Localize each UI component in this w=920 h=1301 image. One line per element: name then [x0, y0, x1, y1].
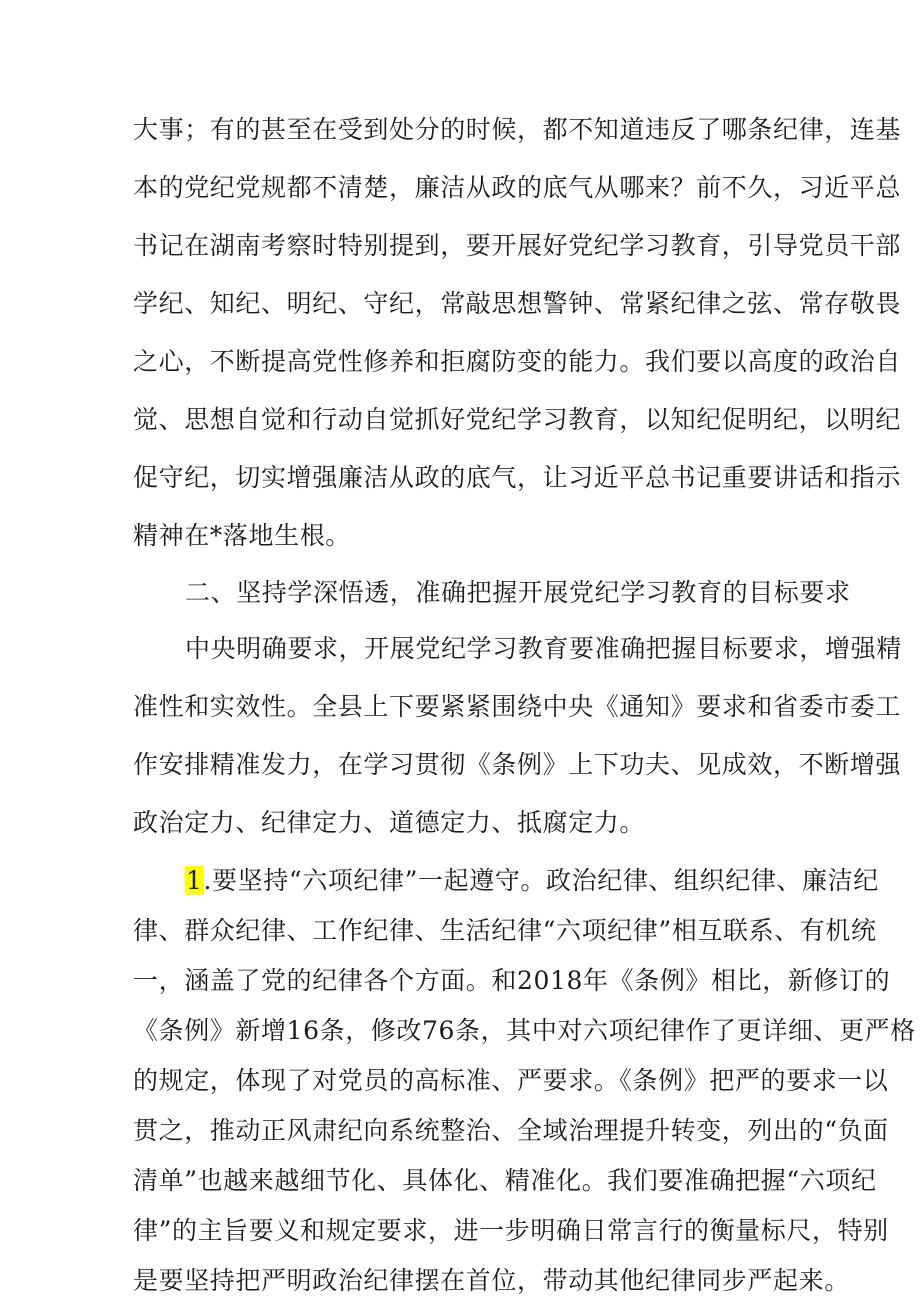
- text-line: 律、群众纪律、工作纪律、生活纪律“六项纪律”相互联系、有机统: [133, 916, 877, 945]
- text-line: 中央明确要求，开展党纪学习教育要准确把握目标要求，增强精: [185, 634, 902, 663]
- highlighted-item-number: 1: [186, 866, 203, 895]
- text-line: .要坚持“六项纪律”一起遵守。政治纪律、组织纪律、廉洁纪: [203, 866, 879, 895]
- text-line: 的规定，体现了对党员的高标准、严要求。《条例》把严的要求一以: [133, 1066, 889, 1095]
- text-line: 一，涵盖了党的纪律各个方面。和2018年《条例》相比，新修订的: [133, 966, 891, 995]
- text-line: 精神在*落地生根。: [133, 521, 351, 550]
- text-line: 清单”也越来越细节化、具体化、精准化。我们要准确把握“六项纪: [133, 1166, 877, 1195]
- text-line: 准性和实效性。全县上下要紧紧围绕中央《通知》要求和省委市委工: [133, 692, 902, 721]
- text-line: 作安排精准发力，在学习贯彻《条例》上下功夫、见成效，不断增强: [133, 750, 902, 779]
- section-heading: 二、坚持学深悟透，准确把握开展党纪学习教育的目标要求: [185, 578, 851, 607]
- text-line: 之心，不断提高党性修养和拒腐防变的能力。我们要以高度的政治自: [133, 347, 902, 376]
- text-line: 律”的主旨要义和规定要求，进一步明确日常言行的衡量标尺，特别: [133, 1216, 889, 1245]
- text-line: 本的党纪党规都不清楚，廉洁从政的底气从哪来？前不久，习近平总: [133, 173, 902, 202]
- text-line: 促守纪，切实增强廉洁从政的底气，让习近平总书记重要讲话和指示: [133, 463, 902, 492]
- text-line: 《条例》新增16条，修改76条，其中对六项纪律作了更详细、更严格: [133, 1016, 916, 1045]
- text-line: 书记在湖南考察时特别提到，要开展好党纪学习教育，引导党员干部: [133, 231, 902, 260]
- text-line: 觉、思想自觉和行动自觉抓好党纪学习教育，以知纪促明纪，以明纪: [133, 405, 902, 434]
- text-line: 大事；有的甚至在受到处分的时候，都不知道违反了哪条纪律，连基: [133, 115, 902, 144]
- text-line: 贯之，推动正风肃纪向系统整治、全域治理提升转变，列出的“负面: [133, 1116, 889, 1145]
- text-line: 学纪、知纪、明纪、守纪，常敲思想警钟、常紧纪律之弦、常存敬畏: [133, 289, 902, 318]
- text-line: 政治定力、纪律定力、道德定力、抵腐定力。: [133, 808, 646, 837]
- text-line: 是要坚持把严明政治纪律摆在首位，带动其他纪律同步严起来。: [133, 1266, 850, 1295]
- list-item-1-first-line: [185, 866, 879, 896]
